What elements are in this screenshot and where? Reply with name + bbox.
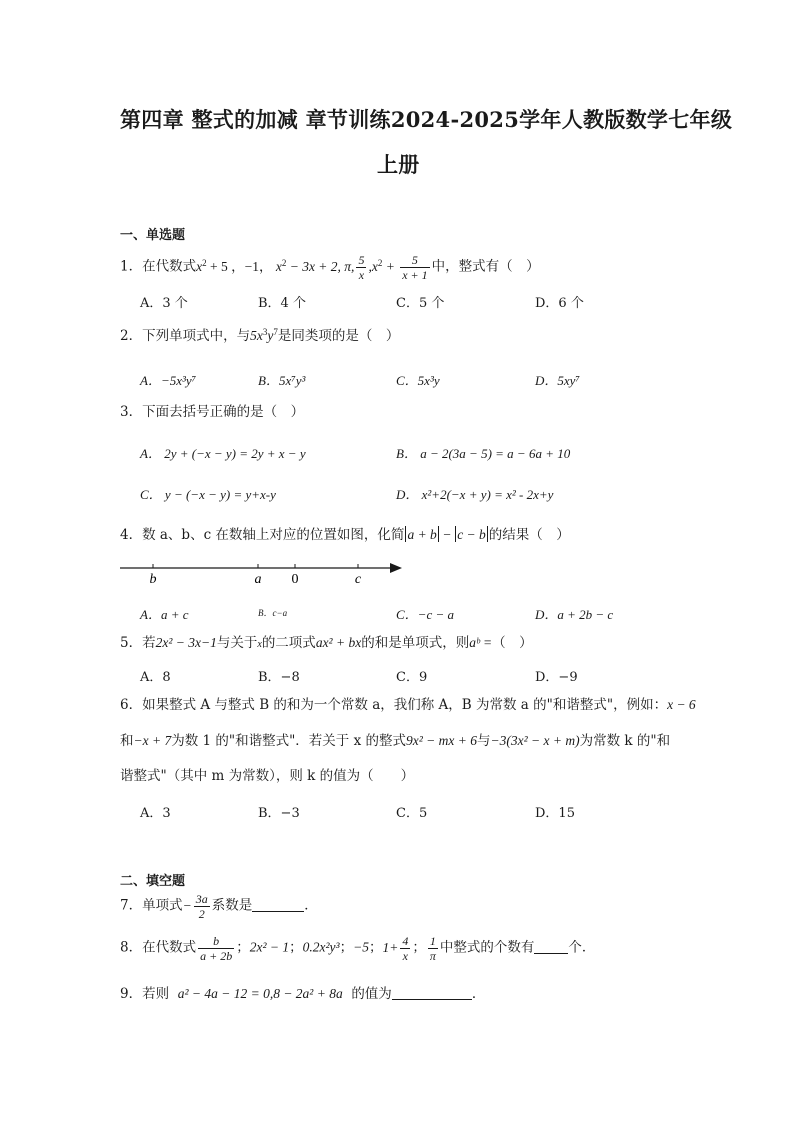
section-heading-single-choice: 一、单选题 [120,228,186,243]
q1-option-c: C．5 个 [396,296,445,311]
question-8: 8．在代数式 $\frac{b}{a + 2b}$ ；2x² − 1；0.2x²y³；−5；1+ $\frac{4}{x}$ ； $\frac{1}{\pi}$ 中整式的个数有 个． [120,934,596,963]
q4-option-b: B．c−a [258,608,288,618]
question-4: 4．数 a、b、c 在数轴上对应的位置如图，化简 a + b − c − b 的结果（ ） [120,527,570,543]
q5-option-d: D．−9 [535,670,578,685]
answer-blank[interactable] [252,897,304,912]
question-1: 1．在代数式$x^2 + 5$ ，−1， $x^2 - 3x + 2$, π, $\frac{5}{x}$ $,x^2$ + $\frac{5}{x + 1}$ 中，整式有（ ） [120,253,540,282]
q6-option-d: D．15 [535,806,575,821]
question-6-line-1: 6．如果整式 A 与整式 B 的和为一个常数 a，我们称 A，B 为常数 a 的"和谐整式"，例如：x − 6 [120,697,696,713]
q6-option-c: C．5 [396,806,428,821]
axis-label-a: a [254,572,262,587]
axis-label-b: b [149,572,157,587]
q5-option-b: B．−8 [258,670,300,685]
question-7: 7．单项式− $\frac{3a}{2}$ 系数是 ． [120,892,318,921]
question-6-line-3: 谐整式"（其中 m 为常数），则 k 的值为（ ） [120,768,415,784]
number-line [118,556,408,590]
axis-label-c: c [354,572,362,587]
page-title: 第四章 整式的加减 章节训练2024-2025学年人教版数学七年级 [120,107,733,132]
question-3: 3．下面去括号正确的是（ ） [120,404,305,420]
question-6-line-2: 和−x + 7为数 1 的"和谐整式"．若关于 x 的整式9x² − mx + 6与−3(3x² − x + m)为常数 k 的"和 [120,733,671,749]
question-number: 1． [120,258,143,275]
q3-option-c: C． y − (−x − y) = y+x-y [140,487,276,502]
q4-option-a: A．a + c [140,607,189,622]
question-9: 9．若则 a² − 4a − 12 = 0,8 − 2a² + 8a 的值为 ． [120,986,486,1002]
q3-option-a: A． 2y + (−x − y) = 2y + x − y [140,446,306,461]
q1-option-b: B．4 个 [258,296,306,311]
q5-option-a: A．8 [140,670,171,685]
q2-option-b: B．5x⁷y³ [258,373,306,388]
section-heading-fill-in: 二、填空题 [120,874,186,889]
q4-option-d: D．a + 2b − c [535,607,614,622]
q5-option-c: C．9 [396,670,428,685]
q3-option-b: B． a − 2(3a − 5) = a − 6a + 10 [396,446,571,461]
q3-option-d: D． x²+2(−x + y) = x² - 2x+y [396,487,554,502]
q1-option-d: D．6 个 [535,296,584,311]
axis-label-zero: 0 [291,572,299,587]
q2-option-d: D．5xy⁷ [535,373,580,388]
q2-option-a: A．−5x³y⁷ [140,373,197,388]
answer-blank[interactable] [534,939,568,954]
q4-option-c: C．−c − a [396,607,454,622]
answer-blank[interactable] [392,985,472,1000]
question-5: 5．若2x² − 3x−1与关于x的二项式ax² + bx的和是单项式，则aᵇ =（ ） [120,635,533,651]
q6-option-b: B．−3 [258,806,300,821]
q1-option-a: A．3 个 [140,296,188,311]
q2-option-c: C．5x³y [396,373,440,388]
q6-option-a: A．3 [140,806,171,821]
page-title-line2: 上册 [377,152,420,177]
question-text: 在代数式 [142,258,197,275]
question-2: 2．下列单项式中，与$5x^3y^7$是同类项的是（ ） [120,327,400,344]
